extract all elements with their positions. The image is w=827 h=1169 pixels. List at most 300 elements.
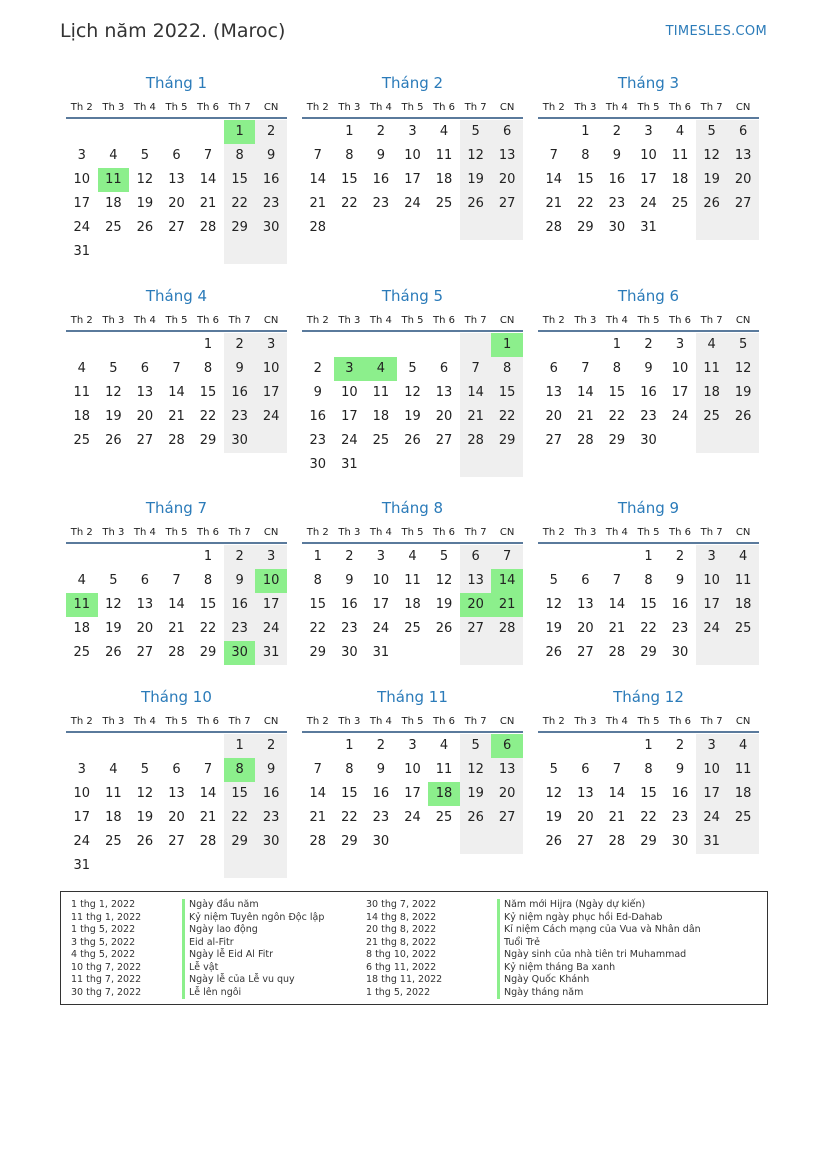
day-cell[interactable]: 30 [255, 216, 287, 240]
day-cell[interactable]: 11 [372, 385, 390, 400]
day-cell[interactable]: 31 [341, 457, 358, 472]
day-cell[interactable]: 29 [224, 216, 256, 240]
day-cell[interactable]: 18 [671, 172, 689, 187]
day-cell[interactable]: 27 [460, 617, 492, 641]
day-cell[interactable]: 8 [313, 573, 322, 588]
day-cell[interactable]: 9 [376, 148, 386, 163]
day-cell[interactable]: 26 [105, 433, 122, 448]
day-cell[interactable]: 27 [136, 433, 154, 448]
day-cell[interactable]: 9 [675, 762, 685, 777]
day-cell[interactable]: 3 [696, 734, 728, 758]
day-cell[interactable]: 15 [341, 786, 358, 801]
day-cell[interactable]: 13 [435, 385, 453, 400]
day-cell[interactable]: 12 [696, 144, 728, 168]
day-cell[interactable]: 10 [73, 786, 91, 801]
day-cell[interactable]: 29 [640, 645, 657, 660]
day-cell[interactable]: 16 [255, 168, 287, 192]
day-cell[interactable]: 13 [136, 385, 154, 400]
day-cell[interactable]: 7 [203, 148, 213, 163]
day-cell[interactable]: 10 [696, 569, 728, 593]
day-cell[interactable]: 30 [640, 433, 657, 448]
day-cell[interactable]: 1 [345, 738, 354, 753]
day-cell[interactable]: 16 [341, 597, 358, 612]
day-cell[interactable]: 6 [460, 545, 492, 569]
day-cell[interactable]: 19 [460, 168, 492, 192]
day-cell[interactable]: 14 [168, 597, 185, 612]
day-cell[interactable]: 22 [491, 405, 523, 429]
day-cell[interactable]: 17 [73, 810, 91, 825]
day-cell[interactable]: 22 [309, 621, 327, 636]
day-cell[interactable]: 26 [136, 220, 154, 235]
day-cell[interactable]: 6 [172, 148, 181, 163]
day-cell[interactable]: 28 [168, 433, 185, 448]
day-cell[interactable]: 18 [73, 621, 91, 636]
day-cell[interactable]: 24 [696, 806, 728, 830]
day-cell[interactable]: 18 [696, 381, 728, 405]
day-cell[interactable]: 25 [105, 220, 122, 235]
day-cell[interactable]: 5 [109, 573, 118, 588]
day-cell[interactable]: 26 [435, 621, 453, 636]
day-cell[interactable]: 21 [309, 810, 327, 825]
day-cell[interactable]: 26 [727, 405, 759, 429]
day-cell[interactable]: 28 [608, 834, 626, 849]
day-cell[interactable]: 18 [105, 810, 122, 825]
day-cell[interactable]: 22 [341, 810, 358, 825]
day-cell[interactable]: 21 [168, 621, 185, 636]
day-cell[interactable]: 12 [460, 758, 492, 782]
day-cell[interactable]: 18 [372, 409, 390, 424]
day-cell[interactable]: 28 [168, 645, 185, 660]
day-cell[interactable]: 3 [334, 357, 366, 381]
day-cell[interactable]: 19 [696, 168, 728, 192]
day-cell[interactable]: 21 [608, 810, 626, 825]
day-cell[interactable]: 1 [224, 734, 256, 758]
day-cell[interactable]: 14 [460, 381, 492, 405]
day-cell[interactable]: 24 [640, 196, 657, 211]
day-cell[interactable]: 17 [341, 409, 358, 424]
day-cell[interactable]: 21 [199, 196, 217, 211]
day-cell[interactable]: 27 [577, 645, 594, 660]
day-cell[interactable]: 31 [255, 641, 287, 665]
day-cell[interactable]: 20 [491, 168, 523, 192]
day-cell[interactable]: 6 [172, 762, 181, 777]
day-cell[interactable]: 20 [577, 810, 594, 825]
day-cell[interactable]: 15 [491, 381, 523, 405]
day-cell[interactable]: 17 [255, 381, 287, 405]
day-cell[interactable]: 29 [640, 834, 657, 849]
day-cell[interactable]: 23 [372, 196, 390, 211]
day-cell[interactable]: 31 [372, 645, 390, 660]
day-cell[interactable]: 9 [255, 144, 287, 168]
day-cell[interactable]: 21 [545, 196, 563, 211]
day-cell[interactable]: 10 [640, 148, 657, 163]
day-cell[interactable]: 27 [435, 433, 453, 448]
day-cell[interactable]: 20 [168, 810, 185, 825]
day-cell[interactable]: 12 [460, 144, 492, 168]
day-cell[interactable]: 17 [640, 172, 657, 187]
day-cell[interactable]: 26 [460, 192, 492, 216]
day-cell[interactable]: 9 [224, 357, 256, 381]
day-cell[interactable]: 15 [199, 597, 217, 612]
day-cell[interactable]: 16 [671, 597, 689, 612]
day-cell[interactable]: 3 [644, 124, 653, 139]
day-cell[interactable]: 19 [727, 381, 759, 405]
day-cell[interactable]: 28 [199, 834, 217, 849]
day-cell[interactable]: 29 [224, 830, 256, 854]
day-cell[interactable]: 24 [671, 409, 689, 424]
day-cell[interactable]: 28 [545, 220, 563, 235]
day-cell[interactable]: 6 [727, 120, 759, 144]
day-cell[interactable]: 31 [640, 220, 657, 235]
day-cell[interactable]: 15 [309, 597, 327, 612]
day-cell[interactable]: 7 [313, 762, 322, 777]
day-cell[interactable]: 2 [345, 549, 354, 564]
day-cell[interactable]: 14 [309, 172, 327, 187]
day-cell[interactable]: 21 [608, 621, 626, 636]
day-cell[interactable]: 10 [671, 361, 689, 376]
day-cell[interactable]: 8 [203, 361, 213, 376]
day-cell[interactable]: 7 [172, 573, 181, 588]
day-cell[interactable]: 20 [168, 196, 185, 211]
day-cell[interactable]: 3 [696, 545, 728, 569]
day-cell[interactable]: 2 [224, 333, 256, 357]
day-cell[interactable]: 16 [372, 786, 390, 801]
day-cell[interactable]: 10 [696, 758, 728, 782]
day-cell[interactable]: 2 [675, 738, 685, 753]
day-cell[interactable]: 13 [545, 385, 563, 400]
day-cell[interactable]: 7 [612, 762, 622, 777]
day-cell[interactable]: 5 [140, 762, 150, 777]
day-cell[interactable]: 26 [136, 834, 154, 849]
day-cell[interactable]: 4 [77, 361, 86, 376]
day-cell[interactable]: 9 [313, 385, 322, 400]
day-cell[interactable]: 28 [608, 645, 626, 660]
day-cell[interactable]: 22 [199, 621, 217, 636]
day-cell[interactable]: 31 [73, 858, 91, 873]
day-cell[interactable]: 30 [372, 834, 390, 849]
day-cell[interactable]: 30 [255, 830, 287, 854]
day-cell[interactable]: 16 [224, 381, 256, 405]
day-cell[interactable]: 27 [168, 220, 185, 235]
day-cell[interactable]: 11 [696, 357, 728, 381]
day-cell[interactable]: 11 [727, 758, 759, 782]
day-cell[interactable]: 20 [460, 593, 492, 617]
day-cell[interactable]: 8 [491, 357, 523, 381]
day-cell[interactable]: 9 [612, 148, 622, 163]
day-cell[interactable]: 4 [365, 357, 397, 381]
day-cell[interactable]: 11 [404, 573, 421, 588]
day-cell[interactable]: 22 [640, 621, 657, 636]
day-cell[interactable]: 20 [435, 409, 453, 424]
day-cell[interactable]: 29 [608, 433, 626, 448]
day-cell[interactable]: 9 [376, 762, 386, 777]
day-cell[interactable]: 17 [671, 385, 689, 400]
day-cell[interactable]: 6 [549, 361, 558, 376]
day-cell[interactable]: 3 [675, 337, 685, 352]
day-cell[interactable]: 23 [224, 617, 256, 641]
day-cell[interactable]: 13 [168, 172, 185, 187]
day-cell[interactable]: 14 [199, 172, 217, 187]
day-cell[interactable]: 31 [73, 244, 91, 259]
day-cell[interactable]: 4 [727, 734, 759, 758]
day-cell[interactable]: 14 [309, 786, 327, 801]
day-cell[interactable]: 23 [372, 810, 390, 825]
day-cell[interactable]: 26 [404, 433, 421, 448]
day-cell[interactable]: 14 [199, 786, 217, 801]
day-cell[interactable]: 23 [341, 621, 358, 636]
day-cell[interactable]: 6 [140, 361, 150, 376]
day-cell[interactable]: 10 [404, 148, 421, 163]
day-cell[interactable]: 26 [696, 192, 728, 216]
day-cell[interactable]: 6 [581, 762, 590, 777]
day-cell[interactable]: 11 [435, 762, 453, 777]
day-cell[interactable]: 31 [696, 830, 728, 854]
day-cell[interactable]: 26 [545, 645, 563, 660]
day-cell[interactable]: 25 [73, 645, 91, 660]
day-cell[interactable]: 27 [727, 192, 759, 216]
day-cell[interactable]: 1 [644, 738, 653, 753]
day-cell[interactable]: 6 [140, 573, 150, 588]
day-cell[interactable]: 25 [372, 433, 390, 448]
day-cell[interactable]: 26 [105, 645, 122, 660]
day-cell[interactable]: 24 [255, 617, 287, 641]
day-cell[interactable]: 11 [66, 593, 98, 617]
day-cell[interactable]: 16 [255, 782, 287, 806]
day-cell[interactable]: 5 [696, 120, 728, 144]
day-cell[interactable]: 13 [577, 786, 594, 801]
day-cell[interactable]: 23 [640, 409, 657, 424]
day-cell[interactable]: 5 [727, 333, 759, 357]
day-cell[interactable]: 5 [460, 734, 492, 758]
day-cell[interactable]: 22 [199, 409, 217, 424]
day-cell[interactable]: 24 [73, 220, 91, 235]
day-cell[interactable]: 11 [98, 168, 130, 192]
day-cell[interactable]: 20 [545, 409, 563, 424]
day-cell[interactable]: 10 [404, 762, 421, 777]
day-cell[interactable]: 29 [491, 429, 523, 453]
day-cell[interactable]: 14 [608, 786, 626, 801]
day-cell[interactable]: 22 [224, 192, 256, 216]
day-cell[interactable]: 19 [136, 196, 154, 211]
day-cell[interactable]: 1 [203, 549, 213, 564]
day-cell[interactable]: 25 [671, 196, 689, 211]
day-cell[interactable]: 20 [136, 409, 154, 424]
day-cell[interactable]: 13 [491, 144, 523, 168]
day-cell[interactable]: 16 [671, 786, 689, 801]
day-cell[interactable]: 11 [727, 569, 759, 593]
day-cell[interactable]: 26 [545, 834, 563, 849]
day-cell[interactable]: 28 [309, 220, 327, 235]
day-cell[interactable]: 2 [376, 124, 386, 139]
day-cell[interactable]: 1 [313, 549, 322, 564]
day-cell[interactable]: 16 [224, 593, 256, 617]
day-cell[interactable]: 24 [255, 405, 287, 429]
day-cell[interactable]: 2 [313, 361, 322, 376]
day-cell[interactable]: 17 [404, 786, 421, 801]
day-cell[interactable]: 6 [581, 573, 590, 588]
day-cell[interactable]: 6 [439, 361, 449, 376]
day-cell[interactable]: 8 [224, 758, 256, 782]
day-cell[interactable]: 13 [460, 569, 492, 593]
day-cell[interactable]: 29 [199, 645, 217, 660]
day-cell[interactable]: 2 [612, 124, 622, 139]
day-cell[interactable]: 20 [727, 168, 759, 192]
day-cell[interactable]: 8 [612, 361, 622, 376]
day-cell[interactable]: 30 [224, 641, 256, 665]
day-cell[interactable]: 25 [435, 196, 453, 211]
day-cell[interactable]: 22 [341, 196, 358, 211]
day-cell[interactable]: 7 [581, 361, 590, 376]
day-cell[interactable]: 3 [255, 333, 287, 357]
day-cell[interactable]: 4 [439, 738, 449, 753]
day-cell[interactable]: 25 [73, 433, 91, 448]
day-cell[interactable]: 9 [675, 573, 685, 588]
day-cell[interactable]: 1 [644, 549, 653, 564]
day-cell[interactable]: 2 [644, 337, 653, 352]
day-cell[interactable]: 3 [408, 738, 417, 753]
day-cell[interactable]: 12 [727, 357, 759, 381]
day-cell[interactable]: 14 [577, 385, 594, 400]
day-cell[interactable]: 4 [727, 545, 759, 569]
day-cell[interactable]: 1 [345, 124, 354, 139]
day-cell[interactable]: 17 [73, 196, 91, 211]
day-cell[interactable]: 11 [435, 148, 453, 163]
day-cell[interactable]: 15 [224, 782, 256, 806]
day-cell[interactable]: 21 [460, 405, 492, 429]
day-cell[interactable]: 11 [105, 786, 122, 801]
day-cell[interactable]: 10 [73, 172, 91, 187]
day-cell[interactable]: 28 [491, 617, 523, 641]
day-cell[interactable]: 15 [341, 172, 358, 187]
day-cell[interactable]: 23 [608, 196, 626, 211]
day-cell[interactable]: 17 [696, 782, 728, 806]
day-cell[interactable]: 4 [77, 573, 86, 588]
day-cell[interactable]: 9 [255, 758, 287, 782]
day-cell[interactable]: 16 [309, 409, 327, 424]
day-cell[interactable]: 23 [309, 433, 327, 448]
day-cell[interactable]: 18 [404, 597, 421, 612]
day-cell[interactable]: 30 [671, 834, 689, 849]
day-cell[interactable]: 14 [608, 597, 626, 612]
day-cell[interactable]: 30 [224, 429, 256, 453]
day-cell[interactable]: 13 [577, 597, 594, 612]
day-cell[interactable]: 5 [439, 549, 449, 564]
day-cell[interactable]: 21 [168, 409, 185, 424]
day-cell[interactable]: 11 [671, 148, 689, 163]
day-cell[interactable]: 2 [224, 545, 256, 569]
day-cell[interactable]: 28 [460, 429, 492, 453]
day-cell[interactable]: 4 [675, 124, 685, 139]
day-cell[interactable]: 21 [199, 810, 217, 825]
day-cell[interactable]: 21 [577, 409, 594, 424]
day-cell[interactable]: 6 [491, 120, 523, 144]
day-cell[interactable]: 7 [203, 762, 213, 777]
day-cell[interactable]: 8 [644, 762, 653, 777]
day-cell[interactable]: 8 [644, 573, 653, 588]
day-cell[interactable]: 12 [136, 172, 154, 187]
day-cell[interactable]: 30 [671, 645, 689, 660]
day-cell[interactable]: 27 [136, 645, 154, 660]
day-cell[interactable]: 1 [612, 337, 622, 352]
day-cell[interactable]: 14 [491, 569, 523, 593]
day-cell[interactable]: 16 [640, 385, 657, 400]
day-cell[interactable]: 16 [608, 172, 626, 187]
day-cell[interactable]: 8 [224, 144, 256, 168]
day-cell[interactable]: 4 [109, 148, 118, 163]
day-cell[interactable]: 29 [577, 220, 594, 235]
day-cell[interactable]: 24 [404, 810, 421, 825]
day-cell[interactable]: 7 [491, 545, 523, 569]
day-cell[interactable]: 20 [491, 782, 523, 806]
day-cell[interactable]: 13 [491, 758, 523, 782]
day-cell[interactable]: 11 [73, 385, 91, 400]
day-cell[interactable]: 13 [136, 597, 154, 612]
day-cell[interactable]: 12 [105, 385, 122, 400]
day-cell[interactable]: 22 [577, 196, 594, 211]
day-cell[interactable]: 12 [404, 385, 421, 400]
day-cell[interactable]: 17 [372, 597, 390, 612]
day-cell[interactable]: 4 [408, 549, 417, 564]
day-cell[interactable]: 19 [105, 409, 122, 424]
day-cell[interactable]: 7 [172, 361, 181, 376]
day-cell[interactable]: 19 [136, 810, 154, 825]
day-cell[interactable]: 3 [77, 762, 86, 777]
day-cell[interactable]: 24 [372, 621, 390, 636]
day-cell[interactable]: 23 [671, 810, 689, 825]
day-cell[interactable]: 3 [255, 545, 287, 569]
day-cell[interactable]: 17 [696, 593, 728, 617]
day-cell[interactable]: 23 [255, 806, 287, 830]
day-cell[interactable]: 12 [545, 597, 563, 612]
day-cell[interactable]: 3 [77, 148, 86, 163]
day-cell[interactable]: 30 [608, 220, 626, 235]
day-cell[interactable]: 7 [460, 357, 492, 381]
day-cell[interactable]: 15 [640, 786, 657, 801]
day-cell[interactable]: 7 [549, 148, 558, 163]
day-cell[interactable]: 1 [224, 120, 256, 144]
day-cell[interactable]: 18 [105, 196, 122, 211]
day-cell[interactable]: 3 [376, 549, 386, 564]
day-cell[interactable]: 25 [105, 834, 122, 849]
day-cell[interactable]: 5 [460, 120, 492, 144]
day-cell[interactable]: 27 [577, 834, 594, 849]
day-cell[interactable]: 25 [727, 806, 759, 830]
day-cell[interactable]: 13 [727, 144, 759, 168]
day-cell[interactable]: 3 [408, 124, 417, 139]
day-cell[interactable]: 1 [491, 333, 523, 357]
day-cell[interactable]: 15 [640, 597, 657, 612]
day-cell[interactable]: 19 [545, 810, 563, 825]
day-cell[interactable]: 27 [545, 433, 563, 448]
day-cell[interactable]: 21 [491, 593, 523, 617]
day-cell[interactable]: 10 [255, 357, 287, 381]
day-cell[interactable]: 28 [199, 220, 217, 235]
day-cell[interactable]: 23 [671, 621, 689, 636]
day-cell[interactable]: 25 [727, 617, 759, 641]
day-cell[interactable]: 12 [545, 786, 563, 801]
day-cell[interactable]: 23 [224, 405, 256, 429]
day-cell[interactable]: 27 [168, 834, 185, 849]
day-cell[interactable]: 15 [577, 172, 594, 187]
day-cell[interactable]: 2 [255, 734, 287, 758]
day-cell[interactable]: 26 [460, 806, 492, 830]
day-cell[interactable]: 24 [73, 834, 91, 849]
day-cell[interactable]: 29 [309, 645, 327, 660]
day-cell[interactable]: 9 [644, 361, 653, 376]
site-link[interactable]: TIMESLES.COM [665, 24, 767, 39]
day-cell[interactable]: 1 [581, 124, 590, 139]
day-cell[interactable]: 10 [372, 573, 390, 588]
